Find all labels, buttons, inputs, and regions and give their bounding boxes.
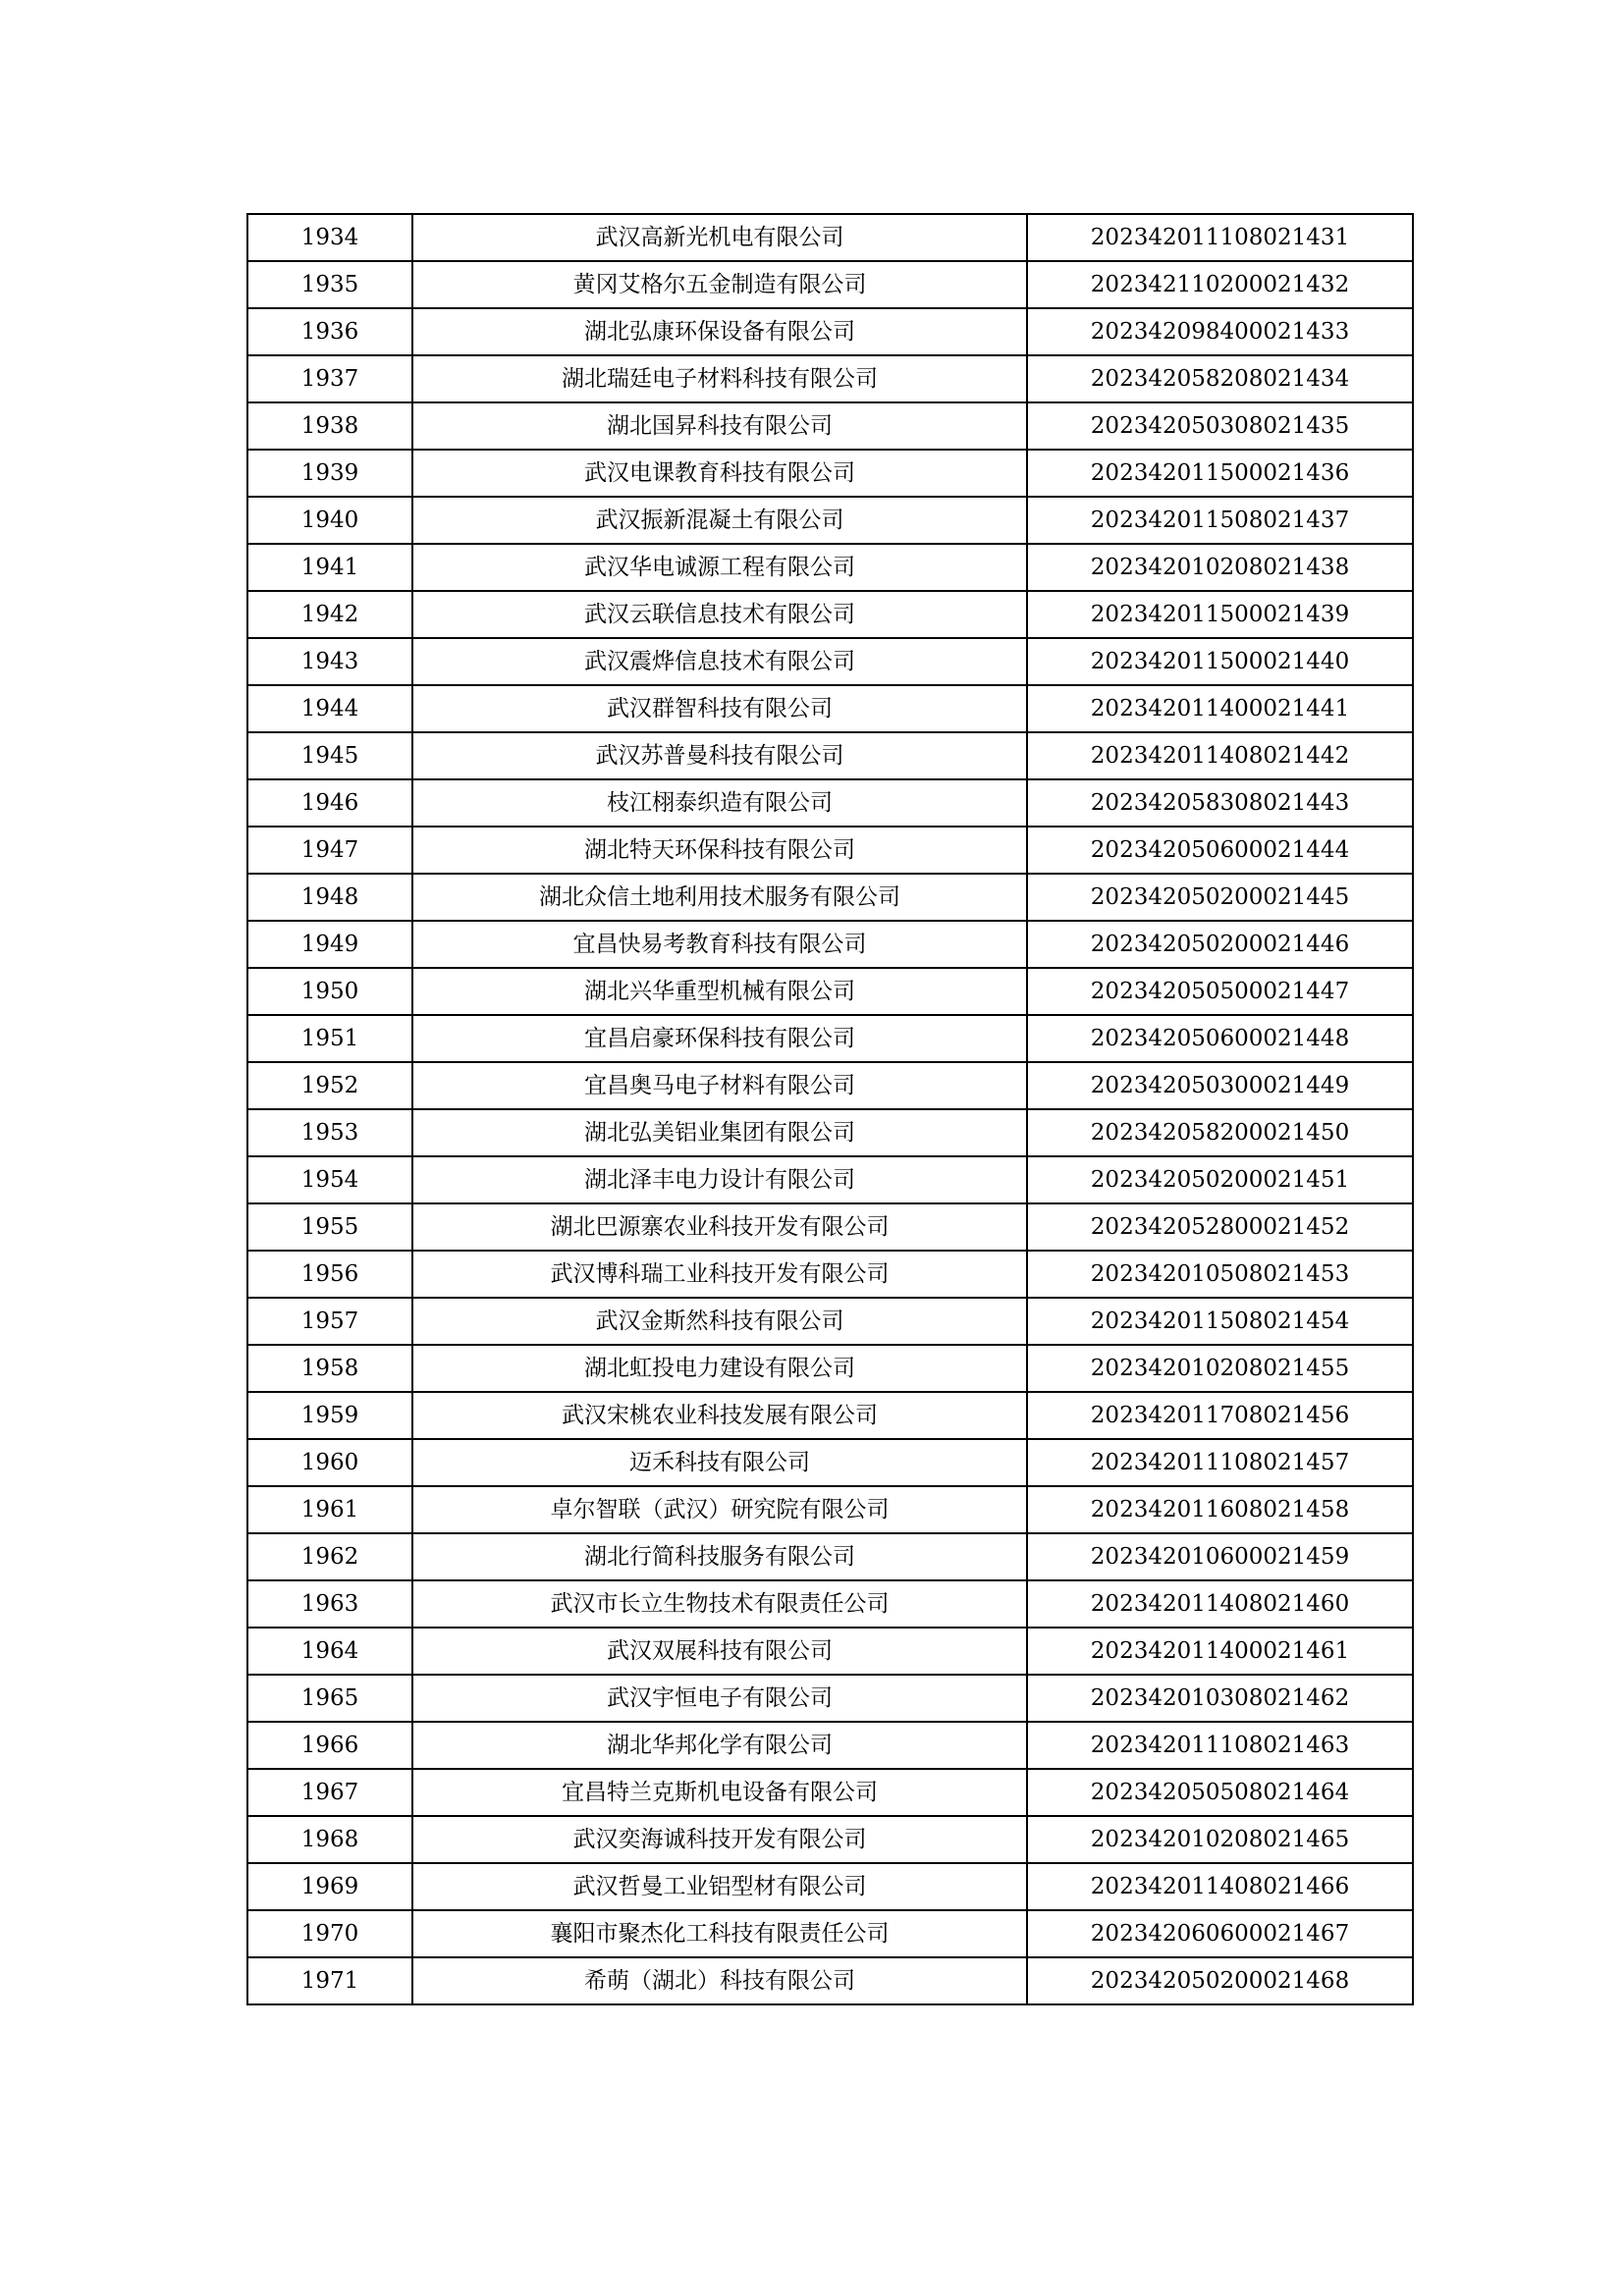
row-number-cell: 1943 [247, 638, 412, 685]
registration-number-cell: 202342050200021445 [1027, 874, 1413, 921]
table-row [247, 1957, 1413, 2004]
registration-number-cell: 202342011500021436 [1027, 450, 1413, 497]
table-row [247, 638, 1413, 685]
company-name-cell: 武汉群智科技有限公司 [412, 685, 1027, 732]
registration-number-cell: 202342058208021434 [1027, 355, 1413, 402]
table-row [247, 874, 1413, 921]
row-number-cell: 1964 [247, 1628, 412, 1675]
row-number-cell: 1960 [247, 1439, 412, 1486]
row-number-cell: 1938 [247, 402, 412, 450]
table-row [247, 1345, 1413, 1392]
table-row [247, 968, 1413, 1015]
table-row [247, 1251, 1413, 1298]
table-row [247, 1439, 1413, 1486]
table-row [247, 1392, 1413, 1439]
company-name-cell: 迈禾科技有限公司 [412, 1439, 1027, 1486]
registration-number-cell: 202342011500021439 [1027, 591, 1413, 638]
company-name-cell: 湖北特天环保科技有限公司 [412, 827, 1027, 874]
company-name-cell: 武汉宋桃农业科技发展有限公司 [412, 1392, 1027, 1439]
row-number-cell: 1952 [247, 1062, 412, 1109]
table-row [247, 1156, 1413, 1203]
company-name-cell: 武汉振新混凝土有限公司 [412, 497, 1027, 544]
row-number-cell: 1934 [247, 214, 412, 261]
company-name-cell: 武汉金斯然科技有限公司 [412, 1298, 1027, 1345]
row-number-cell: 1944 [247, 685, 412, 732]
company-name-cell: 湖北弘美铝业集团有限公司 [412, 1109, 1027, 1156]
company-name-cell: 湖北华邦化学有限公司 [412, 1722, 1027, 1769]
table-row [247, 1203, 1413, 1251]
registration-number-cell: 202342050308021435 [1027, 402, 1413, 450]
table-row [247, 261, 1413, 308]
row-number-cell: 1950 [247, 968, 412, 1015]
company-name-cell: 湖北虹投电力建设有限公司 [412, 1345, 1027, 1392]
company-name-cell: 武汉华电诚源工程有限公司 [412, 544, 1027, 591]
company-name-cell: 宜昌奥马电子材料有限公司 [412, 1062, 1027, 1109]
registration-number-cell: 202342010208021455 [1027, 1345, 1413, 1392]
registration-number-cell: 202342011500021440 [1027, 638, 1413, 685]
row-number-cell: 1958 [247, 1345, 412, 1392]
table-row [247, 1015, 1413, 1062]
row-number-cell: 1946 [247, 779, 412, 827]
registration-number-cell: 202342010600021459 [1027, 1533, 1413, 1580]
registration-number-cell: 202342011108021463 [1027, 1722, 1413, 1769]
table-row [247, 827, 1413, 874]
table-row [247, 732, 1413, 779]
table-row [247, 1580, 1413, 1628]
company-name-cell: 武汉高新光机电有限公司 [412, 214, 1027, 261]
company-name-cell: 湖北巴源寨农业科技开发有限公司 [412, 1203, 1027, 1251]
company-name-cell: 黄冈艾格尔五金制造有限公司 [412, 261, 1027, 308]
row-number-cell: 1935 [247, 261, 412, 308]
row-number-cell: 1936 [247, 308, 412, 355]
table-row [247, 1109, 1413, 1156]
row-number-cell: 1940 [247, 497, 412, 544]
company-name-cell: 湖北兴华重型机械有限公司 [412, 968, 1027, 1015]
company-name-cell: 卓尔智联（武汉）研究院有限公司 [412, 1486, 1027, 1533]
registration-number-cell: 202342050600021448 [1027, 1015, 1413, 1062]
row-number-cell: 1945 [247, 732, 412, 779]
company-name-cell: 武汉哲曼工业铝型材有限公司 [412, 1863, 1027, 1910]
row-number-cell: 1959 [247, 1392, 412, 1439]
table-row [247, 591, 1413, 638]
registration-number-cell: 202342011400021441 [1027, 685, 1413, 732]
row-number-cell: 1948 [247, 874, 412, 921]
table-row [247, 1533, 1413, 1580]
registration-number-cell: 202342058200021450 [1027, 1109, 1413, 1156]
company-name-cell: 武汉市长立生物技术有限责任公司 [412, 1580, 1027, 1628]
registration-number-cell: 202342011708021456 [1027, 1392, 1413, 1439]
registration-number-cell: 202342011108021431 [1027, 214, 1413, 261]
company-name-cell: 武汉云联信息技术有限公司 [412, 591, 1027, 638]
row-number-cell: 1966 [247, 1722, 412, 1769]
registration-number-cell: 202342011400021461 [1027, 1628, 1413, 1675]
row-number-cell: 1970 [247, 1910, 412, 1957]
registration-number-cell: 202342050500021447 [1027, 968, 1413, 1015]
company-name-cell: 宜昌启豪环保科技有限公司 [412, 1015, 1027, 1062]
row-number-cell: 1967 [247, 1769, 412, 1816]
registration-number-cell: 202342058308021443 [1027, 779, 1413, 827]
row-number-cell: 1968 [247, 1816, 412, 1863]
row-number-cell: 1969 [247, 1863, 412, 1910]
row-number-cell: 1961 [247, 1486, 412, 1533]
registration-number-cell: 202342010208021465 [1027, 1816, 1413, 1863]
table-row [247, 1062, 1413, 1109]
table-body [247, 214, 1413, 2004]
company-name-cell: 武汉奕海诚科技开发有限公司 [412, 1816, 1027, 1863]
table-row [247, 1863, 1413, 1910]
registration-number-cell: 202342011408021460 [1027, 1580, 1413, 1628]
company-name-cell: 襄阳市聚杰化工科技有限责任公司 [412, 1910, 1027, 1957]
table-row [247, 1722, 1413, 1769]
registration-number-cell: 202342010208021438 [1027, 544, 1413, 591]
table-row [247, 779, 1413, 827]
row-number-cell: 1941 [247, 544, 412, 591]
registration-number-cell: 202342011408021442 [1027, 732, 1413, 779]
table-row [247, 1628, 1413, 1675]
company-name-cell: 湖北弘康环保设备有限公司 [412, 308, 1027, 355]
registration-number-cell: 202342011608021458 [1027, 1486, 1413, 1533]
registration-number-cell: 202342098400021433 [1027, 308, 1413, 355]
row-number-cell: 1949 [247, 921, 412, 968]
registration-number-cell: 202342050600021444 [1027, 827, 1413, 874]
registration-number-cell: 202342010508021453 [1027, 1251, 1413, 1298]
registration-number-cell: 202342011408021466 [1027, 1863, 1413, 1910]
table-row [247, 921, 1413, 968]
table-row [247, 355, 1413, 402]
company-name-cell: 武汉震烨信息技术有限公司 [412, 638, 1027, 685]
table-row [247, 1769, 1413, 1816]
row-number-cell: 1942 [247, 591, 412, 638]
registration-number-cell: 202342050300021449 [1027, 1062, 1413, 1109]
table-row [247, 685, 1413, 732]
registration-number-cell: 202342050508021464 [1027, 1769, 1413, 1816]
table-row [247, 308, 1413, 355]
row-number-cell: 1954 [247, 1156, 412, 1203]
registration-number-cell: 202342050200021446 [1027, 921, 1413, 968]
row-number-cell: 1955 [247, 1203, 412, 1251]
table-row [247, 1298, 1413, 1345]
company-name-cell: 枝江栩泰织造有限公司 [412, 779, 1027, 827]
row-number-cell: 1971 [247, 1957, 412, 2004]
registration-number-cell: 202342011108021457 [1027, 1439, 1413, 1486]
company-name-cell: 湖北泽丰电力设计有限公司 [412, 1156, 1027, 1203]
registration-number-cell: 202342011508021437 [1027, 497, 1413, 544]
table-row [247, 1910, 1413, 1957]
table-row [247, 402, 1413, 450]
row-number-cell: 1962 [247, 1533, 412, 1580]
table-row [247, 544, 1413, 591]
registration-number-cell: 202342050200021468 [1027, 1957, 1413, 2004]
company-name-cell: 武汉苏普曼科技有限公司 [412, 732, 1027, 779]
registration-number-cell: 202342110200021432 [1027, 261, 1413, 308]
table-row [247, 1816, 1413, 1863]
company-name-cell: 湖北行简科技服务有限公司 [412, 1533, 1027, 1580]
company-name-cell: 武汉电课教育科技有限公司 [412, 450, 1027, 497]
company-list-table [246, 213, 1414, 2005]
table-row [247, 214, 1413, 261]
company-name-cell: 湖北国昇科技有限公司 [412, 402, 1027, 450]
row-number-cell: 1939 [247, 450, 412, 497]
registration-number-cell: 202342060600021467 [1027, 1910, 1413, 1957]
row-number-cell: 1965 [247, 1675, 412, 1722]
registration-number-cell: 202342010308021462 [1027, 1675, 1413, 1722]
row-number-cell: 1956 [247, 1251, 412, 1298]
row-number-cell: 1947 [247, 827, 412, 874]
company-name-cell: 武汉宇恒电子有限公司 [412, 1675, 1027, 1722]
row-number-cell: 1951 [247, 1015, 412, 1062]
table-row [247, 497, 1413, 544]
registration-number-cell: 202342011508021454 [1027, 1298, 1413, 1345]
row-number-cell: 1953 [247, 1109, 412, 1156]
row-number-cell: 1963 [247, 1580, 412, 1628]
company-name-cell: 湖北瑞廷电子材料科技有限公司 [412, 355, 1027, 402]
table-row [247, 450, 1413, 497]
table-row [247, 1486, 1413, 1533]
company-name-cell: 武汉双展科技有限公司 [412, 1628, 1027, 1675]
company-name-cell: 宜昌快易考教育科技有限公司 [412, 921, 1027, 968]
row-number-cell: 1937 [247, 355, 412, 402]
row-number-cell: 1957 [247, 1298, 412, 1345]
registration-number-cell: 202342052800021452 [1027, 1203, 1413, 1251]
company-name-cell: 希萌（湖北）科技有限公司 [412, 1957, 1027, 2004]
company-name-cell: 湖北众信土地利用技术服务有限公司 [412, 874, 1027, 921]
registration-number-cell: 202342050200021451 [1027, 1156, 1413, 1203]
company-name-cell: 宜昌特兰克斯机电设备有限公司 [412, 1769, 1027, 1816]
company-name-cell: 武汉博科瑞工业科技开发有限公司 [412, 1251, 1027, 1298]
table-row [247, 1675, 1413, 1722]
